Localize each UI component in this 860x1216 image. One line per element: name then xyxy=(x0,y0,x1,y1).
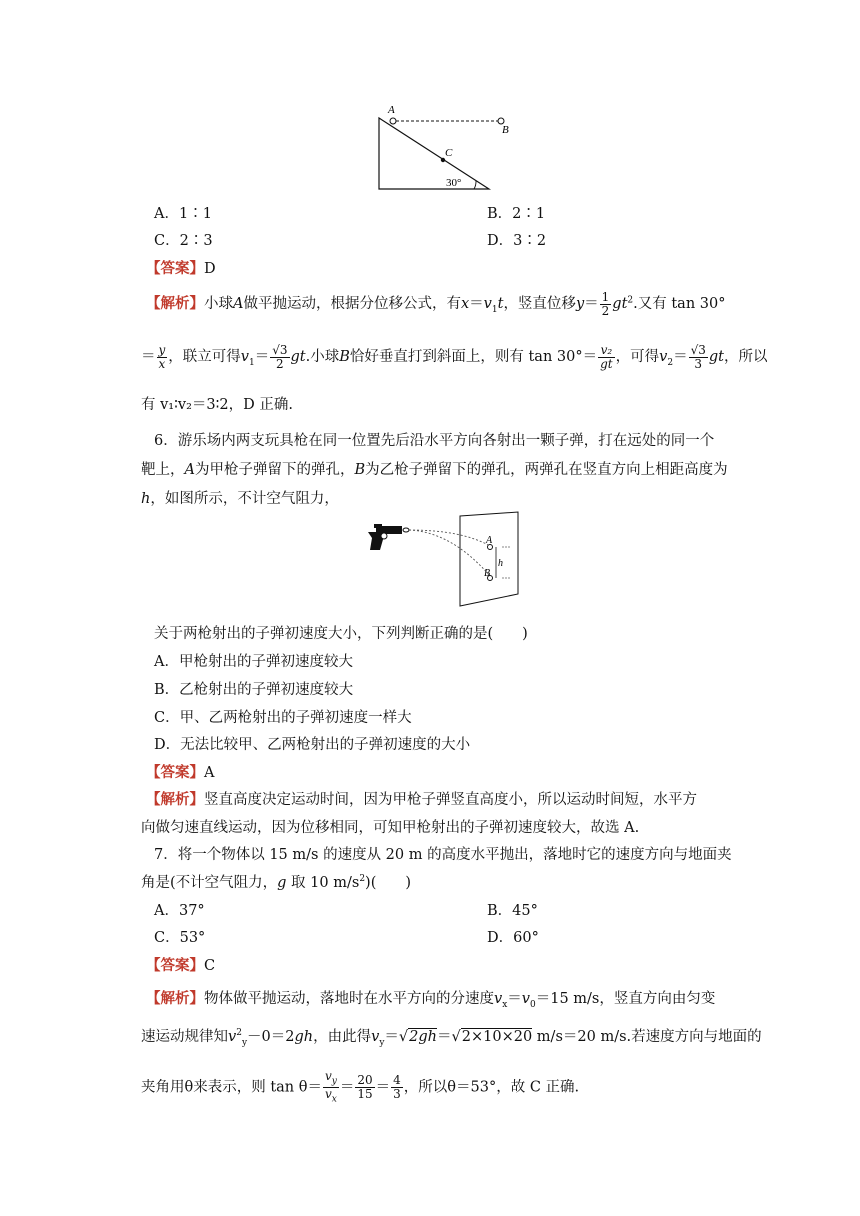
q7-analysis-line-2 xyxy=(141,1025,762,1048)
text: 小球 xyxy=(204,296,233,313)
text: 1 xyxy=(248,357,255,368)
q7-option-b: B．45° xyxy=(487,903,538,919)
text: 靶上， xyxy=(141,462,185,478)
analysis-tag: 【解析】 xyxy=(146,296,204,313)
text: v xyxy=(659,349,668,366)
text: 2×10×20 xyxy=(461,1029,533,1045)
q6-option-a: A．甲枪射出的子弹初速度较大 xyxy=(154,654,353,670)
text: gt xyxy=(612,296,628,313)
q7-stem-line-2 xyxy=(141,871,411,892)
answer-tag: 【答案】 xyxy=(146,765,204,781)
label-b: B xyxy=(502,124,509,136)
text: v xyxy=(371,1029,380,1045)
label-a: A xyxy=(388,104,395,116)
q7-option-c: C．53° xyxy=(154,930,206,946)
answer-value: D xyxy=(204,261,216,277)
text: gh xyxy=(294,1029,314,1045)
text: h xyxy=(141,491,151,507)
fraction: $\frac{1}{2}$ xyxy=(601,290,610,318)
answer-value: C xyxy=(204,958,216,974)
text: ，所以 xyxy=(723,349,768,366)
text: 速运动规律知 xyxy=(141,1029,228,1045)
gun-target-figure xyxy=(362,510,522,610)
text: 竖直高度决定运动时间，因为甲枪子弹竖直高度小，所以运动时间短，水平方 xyxy=(204,792,697,808)
text: 物体做平抛运动，落地时在水平方向的分速度 xyxy=(204,991,494,1007)
q5-analysis-line-1 xyxy=(146,291,725,317)
text: ＝ xyxy=(141,349,156,366)
text: v xyxy=(483,296,492,313)
incline-figure xyxy=(370,100,520,195)
text: ＝ xyxy=(375,1079,391,1096)
gun-icon xyxy=(368,524,409,550)
text: m/s＝20 m/s.若速度方向与地面的 xyxy=(532,1029,762,1045)
q6-analysis-line-1 xyxy=(146,788,697,809)
q6-stem-line-1: 6．游乐场内两支玩具枪在同一位置先后沿水平方向各射出一颗子弹，打在远处的同一个 xyxy=(154,433,715,449)
label-c: C xyxy=(445,147,453,159)
text: ，可得 xyxy=(615,349,660,366)
text: ＝ xyxy=(469,296,484,313)
text: g xyxy=(277,875,287,891)
text: A xyxy=(184,462,195,478)
q6-analysis-line-2: 向做匀速直线运动，因为位移相同，可知甲枪射出的子弹初速度较大，故选 A. xyxy=(141,820,640,836)
analysis-tag: 【解析】 xyxy=(146,991,204,1007)
q5-option-d: D．3∶2 xyxy=(487,233,547,249)
text: ＝ xyxy=(339,1079,355,1096)
text: ，联立可得 xyxy=(168,349,241,366)
q6-question: 关于两枪射出的子弹初速度大小，下列判断正确的是( ) xyxy=(154,626,528,642)
q6-option-c: C．甲、乙两枪射出的子弹初速度一样大 xyxy=(154,710,412,726)
text: ＝ xyxy=(584,296,599,313)
q7-option-d: D．60° xyxy=(487,930,539,946)
text: ，由此得 xyxy=(313,1029,372,1045)
label-a: A xyxy=(486,535,493,546)
target-board xyxy=(460,512,518,606)
q7-option-a: A．37° xyxy=(154,903,205,919)
fraction: $\frac{\text{v₂}}{gt}$ xyxy=(600,343,613,371)
text: v xyxy=(494,991,503,1007)
text: ＝ xyxy=(254,349,270,366)
q7-analysis-line-1 xyxy=(146,987,715,1010)
text: ，竖直位移 xyxy=(503,296,576,313)
text: gt xyxy=(708,349,724,366)
q5-option-a: A．1∶1 xyxy=(154,206,212,222)
text: 夹角用θ来表示，则 tan θ＝ xyxy=(141,1079,322,1096)
label-angle: 30° xyxy=(446,177,462,189)
angle-arc xyxy=(474,181,476,189)
text: .又有 tan 30° xyxy=(633,296,726,313)
trajectory-a xyxy=(409,530,490,546)
text: v xyxy=(240,349,249,366)
incline-triangle xyxy=(379,118,489,189)
analysis-tag: 【解析】 xyxy=(146,792,204,808)
q5-option-b: B．2∶1 xyxy=(487,206,546,222)
text: v xyxy=(228,1029,237,1045)
text: 2 xyxy=(627,295,634,306)
text: 2 xyxy=(236,1028,242,1039)
q7-analysis-line-3 xyxy=(141,1070,579,1105)
text: x xyxy=(502,999,508,1010)
text: ＝15 m/s，竖直方向由匀变 xyxy=(535,991,716,1007)
text: 2gh xyxy=(409,1029,438,1045)
text: ＝√ xyxy=(384,1029,409,1045)
trajectory-b xyxy=(409,530,490,576)
text: y xyxy=(575,296,585,313)
text: A xyxy=(233,296,244,313)
text: 2 xyxy=(359,874,366,885)
text: t xyxy=(497,296,504,313)
q6-answer xyxy=(146,761,214,782)
text: 做平抛运动，根据分位移公式，有 xyxy=(243,296,461,313)
ball-a xyxy=(390,118,396,124)
text: v xyxy=(521,991,530,1007)
text: 恰好垂直打到斜面上，则有 tan 30°＝ xyxy=(349,349,598,366)
text: ＝√ xyxy=(437,1029,461,1045)
text: 1 xyxy=(491,304,498,315)
q6-option-d: D．无法比较甲、乙两枪射出的子弹初速度的大小 xyxy=(154,737,471,753)
text: ＝ xyxy=(673,349,688,366)
text: ＝ xyxy=(507,991,522,1007)
text: 2 xyxy=(667,357,674,368)
q6-option-b: B．乙枪射出的子弹初速度较大 xyxy=(154,682,354,698)
q5-analysis-line-3: 有 v₁∶v₂＝3∶2，D 正确. xyxy=(141,397,293,413)
text: 角是(不计空气阻力， xyxy=(141,875,278,891)
q7-answer xyxy=(146,954,215,975)
text: .小球 xyxy=(305,349,340,366)
label-b: B xyxy=(484,568,491,579)
answer-tag: 【答案】 xyxy=(146,261,204,277)
fraction: $\frac{20}{15}$ xyxy=(357,1073,373,1101)
q5-answer xyxy=(146,257,216,278)
text: 为乙枪子弹留下的弹孔，两弹孔在竖直方向上相距高度为 xyxy=(365,462,728,478)
q6-stem-line-3 xyxy=(141,487,339,508)
q7-stem-line-1: 7．将一个物体以 15 m/s 的速度从 20 m 的高度水平抛出，落地时它的速度方向与地面夹 xyxy=(154,847,732,863)
q6-stem-line-2 xyxy=(141,458,728,479)
text: y xyxy=(379,1037,385,1048)
text: x xyxy=(460,296,470,313)
text: gt xyxy=(290,349,306,366)
text: ，所以θ＝53°，故 C 正确. xyxy=(403,1079,580,1096)
text: ，如图所示，不计空气阻力， xyxy=(150,491,339,507)
text: 0 xyxy=(529,999,536,1010)
fraction: $\frac{√3}{2}$ xyxy=(272,343,288,371)
text: B xyxy=(339,349,350,366)
q5-option-c: C．2∶3 xyxy=(154,233,213,249)
answer-value: A xyxy=(204,765,215,781)
fraction: $\frac{√3}{3}$ xyxy=(690,343,706,371)
fraction: $\frac{y}{x}$ xyxy=(158,343,166,371)
text: －0＝2 xyxy=(247,1029,295,1045)
text: 为甲枪子弹留下的弹孔， xyxy=(194,462,355,478)
answer-tag: 【答案】 xyxy=(146,958,204,974)
text: y xyxy=(241,1037,248,1048)
label-h: h xyxy=(498,558,503,569)
fraction: $\frac{v_y}{v_x}$ xyxy=(325,1069,337,1105)
text: )( ) xyxy=(365,875,412,891)
fraction: $\frac{4}{3}$ xyxy=(393,1073,401,1101)
text: B xyxy=(354,462,366,478)
text: 取 10 m/s xyxy=(286,875,360,891)
q5-analysis-line-2 xyxy=(141,344,767,370)
